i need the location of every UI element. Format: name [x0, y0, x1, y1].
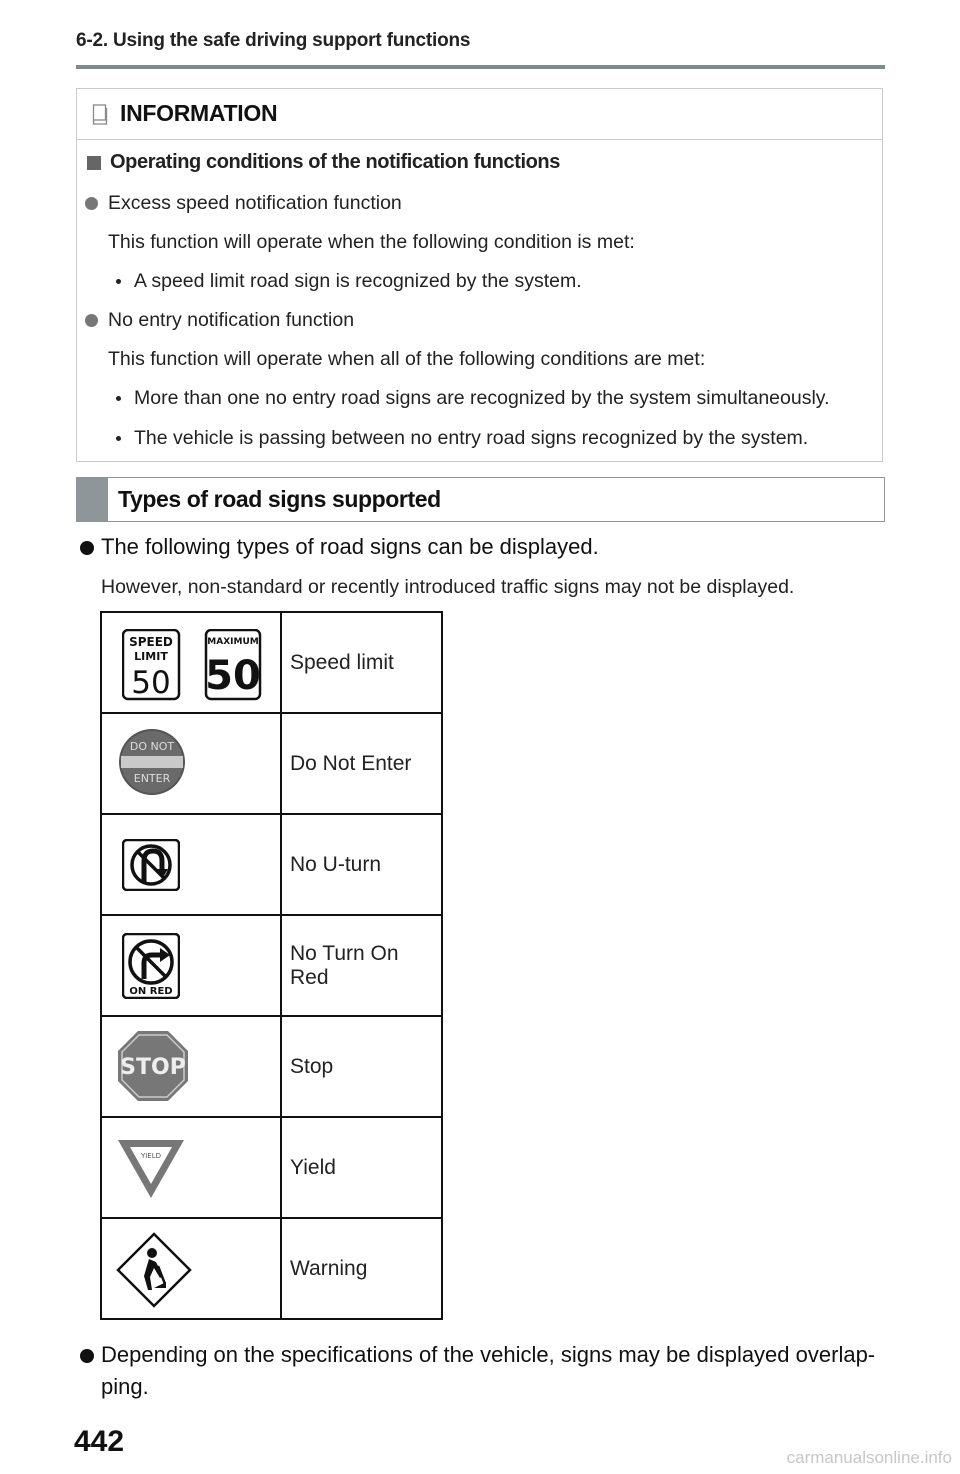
sign-label: No U-turn	[281, 814, 442, 915]
info-condition: More than one no entry road signs are recognized by the system simultaneously.	[134, 387, 830, 409]
square-bullet-icon	[87, 156, 101, 170]
section-accent	[77, 478, 108, 521]
information-box	[76, 88, 883, 462]
info-condition: The vehicle is passing between no entry road signs recognized by the system.	[134, 427, 809, 449]
sign-text: YIELD	[140, 1152, 162, 1160]
sign-image-cell	[101, 814, 281, 915]
info-condition: A speed limit road sign is recognized by the system.	[134, 270, 582, 292]
table-row	[101, 915, 442, 1016]
footer-text-line-2: ping.	[101, 1374, 149, 1399]
speed-limit-sign-icon	[122, 629, 262, 701]
sign-text: MAXIMUM	[207, 637, 259, 647]
sign-number: 50	[131, 665, 171, 701]
bullet-icon	[80, 541, 94, 555]
table-row	[101, 1218, 442, 1319]
section-title: Types of road signs supported	[118, 486, 441, 512]
sign-number: 50	[205, 653, 261, 699]
note-icon	[92, 104, 108, 126]
do-not-enter-sign-icon	[116, 726, 188, 798]
sub-bullet-icon	[116, 436, 121, 441]
sign-text: ENTER	[133, 772, 171, 785]
sign-text: STOP	[120, 1055, 186, 1080]
sign-label: Yield	[281, 1117, 442, 1218]
road-signs-table	[100, 611, 443, 1320]
sign-label: Do Not Enter	[281, 713, 442, 814]
sign-text: SPEED	[129, 635, 173, 649]
section-heading-bar	[76, 477, 885, 522]
warning-sign-icon	[116, 1232, 192, 1308]
sign-text: DO NOT	[129, 740, 175, 753]
information-header	[77, 89, 882, 140]
page-header-title: 6-2. Using the safe driving support functions	[76, 30, 471, 51]
bullet-icon	[80, 1349, 94, 1363]
table-row	[101, 1016, 442, 1117]
sign-label: Stop	[281, 1016, 442, 1117]
info-item-description: This function will operate when the following condition is met:	[108, 231, 635, 253]
watermark: carmanualsonline.info	[786, 1448, 952, 1467]
bullet-icon	[85, 314, 98, 327]
info-item-label: No entry notification function	[108, 309, 355, 331]
sign-image-cell	[101, 612, 281, 713]
information-heading: Operating conditions of the notification functions	[110, 151, 560, 173]
no-turn-on-red-sign-icon	[122, 933, 180, 999]
page-number: 442	[74, 1425, 125, 1458]
stop-sign-icon	[116, 1029, 190, 1103]
bullet-icon	[85, 197, 98, 210]
section-note: However, non-standard or recently introduced traffic signs may not be displayed.	[101, 576, 795, 598]
sign-text: ON RED	[129, 986, 173, 997]
info-item-description: This function will operate when all of the following conditions are met:	[108, 348, 706, 370]
information-title: INFORMATION	[120, 100, 278, 126]
sign-image-cell	[101, 1016, 281, 1117]
sign-image-cell	[101, 1117, 281, 1218]
sub-bullet-icon	[116, 396, 121, 401]
sign-image-cell	[101, 915, 281, 1016]
sign-text: LIMIT	[134, 650, 168, 663]
info-item-label: Excess speed notification function	[108, 192, 402, 214]
sign-image-cell	[101, 1218, 281, 1319]
sign-label: No Turn On Red	[281, 915, 442, 1016]
sign-image-cell	[101, 713, 281, 814]
sub-bullet-icon	[116, 279, 121, 284]
yield-sign-icon	[116, 1138, 186, 1200]
table-row	[101, 713, 442, 814]
sign-label: Speed limit	[281, 612, 442, 713]
no-u-turn-sign-icon	[122, 839, 180, 891]
table-row	[101, 814, 442, 915]
header-divider	[76, 65, 885, 69]
table-row	[101, 612, 442, 713]
sign-label: Warning	[281, 1218, 442, 1319]
table-row	[101, 1117, 442, 1218]
section-intro: The following types of road signs can be displayed.	[101, 534, 599, 559]
footer-text-line-1: Depending on the specifications of the vehicle, signs may be displayed overlap-	[101, 1342, 876, 1367]
